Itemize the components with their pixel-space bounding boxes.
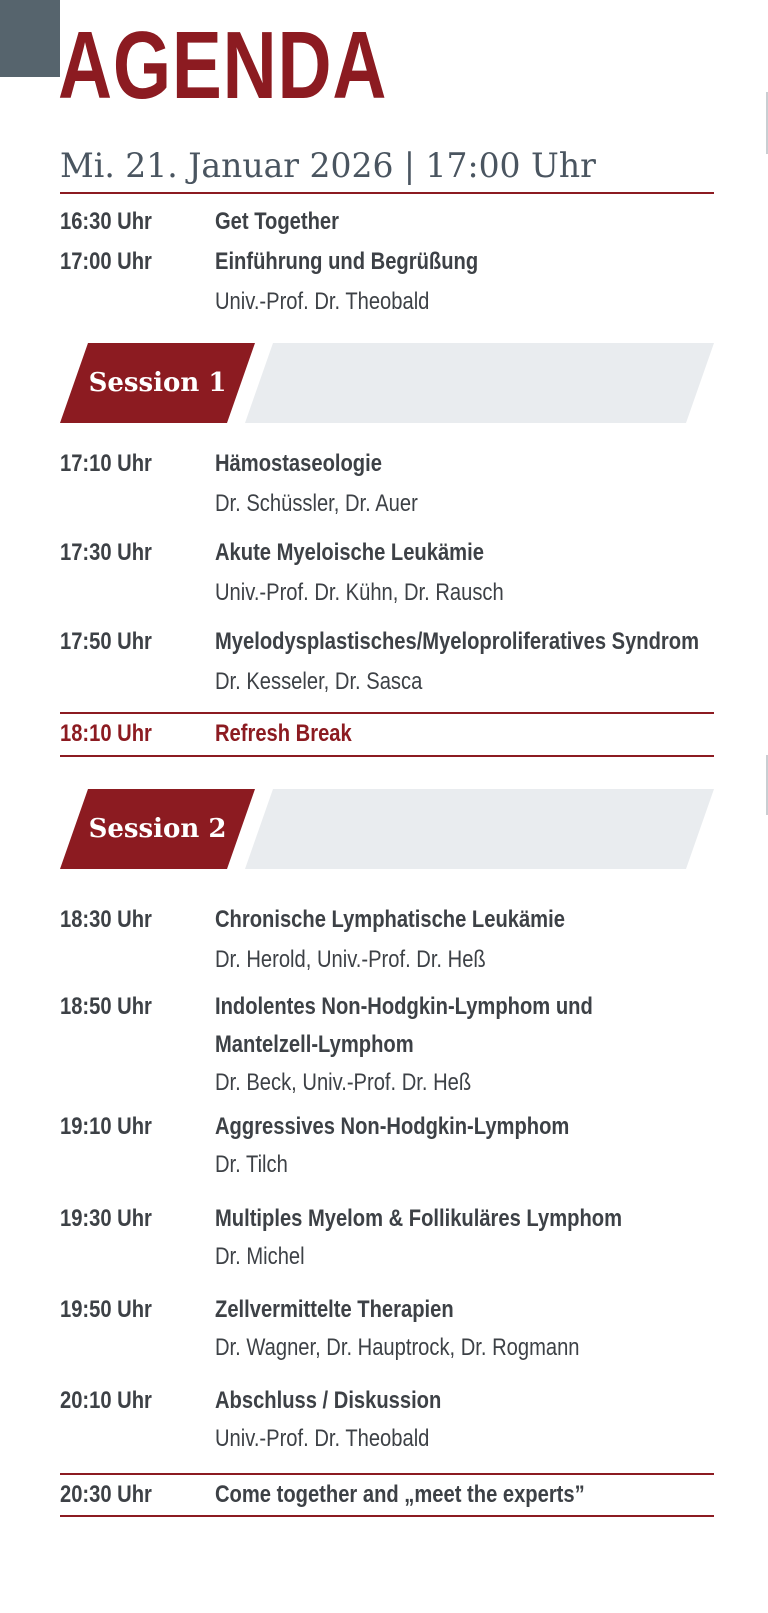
row-time: 18:30 Uhr — [60, 906, 152, 933]
row-title: Zellvermittelte Therapien — [215, 1296, 454, 1323]
divider — [60, 1515, 714, 1517]
session-banner — [60, 343, 714, 423]
row-speakers: Dr. Kesseler, Dr. Sasca — [215, 668, 423, 695]
session-label: Session 1 — [88, 368, 227, 398]
row-title: Hämostaseologie — [215, 450, 382, 477]
row-time: 17:10 Uhr — [60, 450, 152, 477]
row-title: Get Together — [215, 208, 339, 235]
row-time: 17:00 Uhr — [60, 248, 152, 275]
row-time: 19:50 Uhr — [60, 1296, 152, 1323]
row-time: 20:10 Uhr — [60, 1387, 152, 1414]
row-time: 19:30 Uhr — [60, 1205, 152, 1232]
row-title: Refresh Break — [215, 720, 352, 747]
row-title: Aggressives Non-Hodgkin-Lymphom — [215, 1113, 570, 1140]
row-time: 19:10 Uhr — [60, 1113, 152, 1140]
corner-block — [0, 0, 60, 77]
banner-stripe — [245, 343, 714, 423]
session-banner — [60, 789, 714, 869]
row-time: 18:50 Uhr — [60, 993, 152, 1020]
row-title: Mantelzell-Lymphom — [215, 1031, 414, 1058]
divider — [60, 712, 714, 714]
date-line: Mi. 21. Januar 2026 | 17:00 Uhr — [60, 146, 596, 186]
banner-stripe — [245, 789, 714, 869]
row-speakers: Dr. Beck, Univ.-Prof. Dr. Heß — [215, 1069, 472, 1096]
row-time: 18:10 Uhr — [60, 720, 152, 747]
session-label: Session 2 — [88, 814, 227, 844]
row-speakers: Univ.-Prof. Dr. Kühn, Dr. Rausch — [215, 579, 504, 606]
row-time: 16:30 Uhr — [60, 208, 152, 235]
row-speakers: Dr. Schüssler, Dr. Auer — [215, 490, 418, 517]
divider — [60, 755, 714, 757]
row-title: Myelodysplastisches/Myeloproliferatives Syndrom — [215, 628, 700, 655]
row-title: Abschluss / Diskussion — [215, 1387, 442, 1414]
row-time: 17:30 Uhr — [60, 539, 152, 566]
row-speakers: Dr. Michel — [215, 1243, 305, 1270]
page-title: AGENDA — [58, 12, 388, 119]
row-speakers: Dr. Herold, Univ.-Prof. Dr. Heß — [215, 946, 486, 973]
row-title: Chronische Lymphatische Leukämie — [215, 906, 565, 933]
row-title: Multiples Myelom & Follikuläres Lymphom — [215, 1205, 623, 1232]
row-speakers: Univ.-Prof. Dr. Theobald — [215, 1425, 430, 1452]
row-title: Indolentes Non-Hodgkin-Lymphom und — [215, 993, 593, 1020]
row-title: Einführung und Begrüßung — [215, 248, 479, 275]
row-title: Akute Myeloische Leukämie — [215, 539, 484, 566]
divider — [60, 1473, 714, 1475]
divider — [60, 192, 714, 194]
row-speakers: Dr. Tilch — [215, 1151, 288, 1178]
row-speakers: Univ.-Prof. Dr. Theobald — [215, 288, 430, 315]
row-time: 20:30 Uhr — [60, 1481, 152, 1508]
row-time: 17:50 Uhr — [60, 628, 152, 655]
row-title: Come together and „meet the experts” — [215, 1481, 585, 1508]
row-speakers: Dr. Wagner, Dr. Hauptrock, Dr. Rogmann — [215, 1334, 580, 1361]
